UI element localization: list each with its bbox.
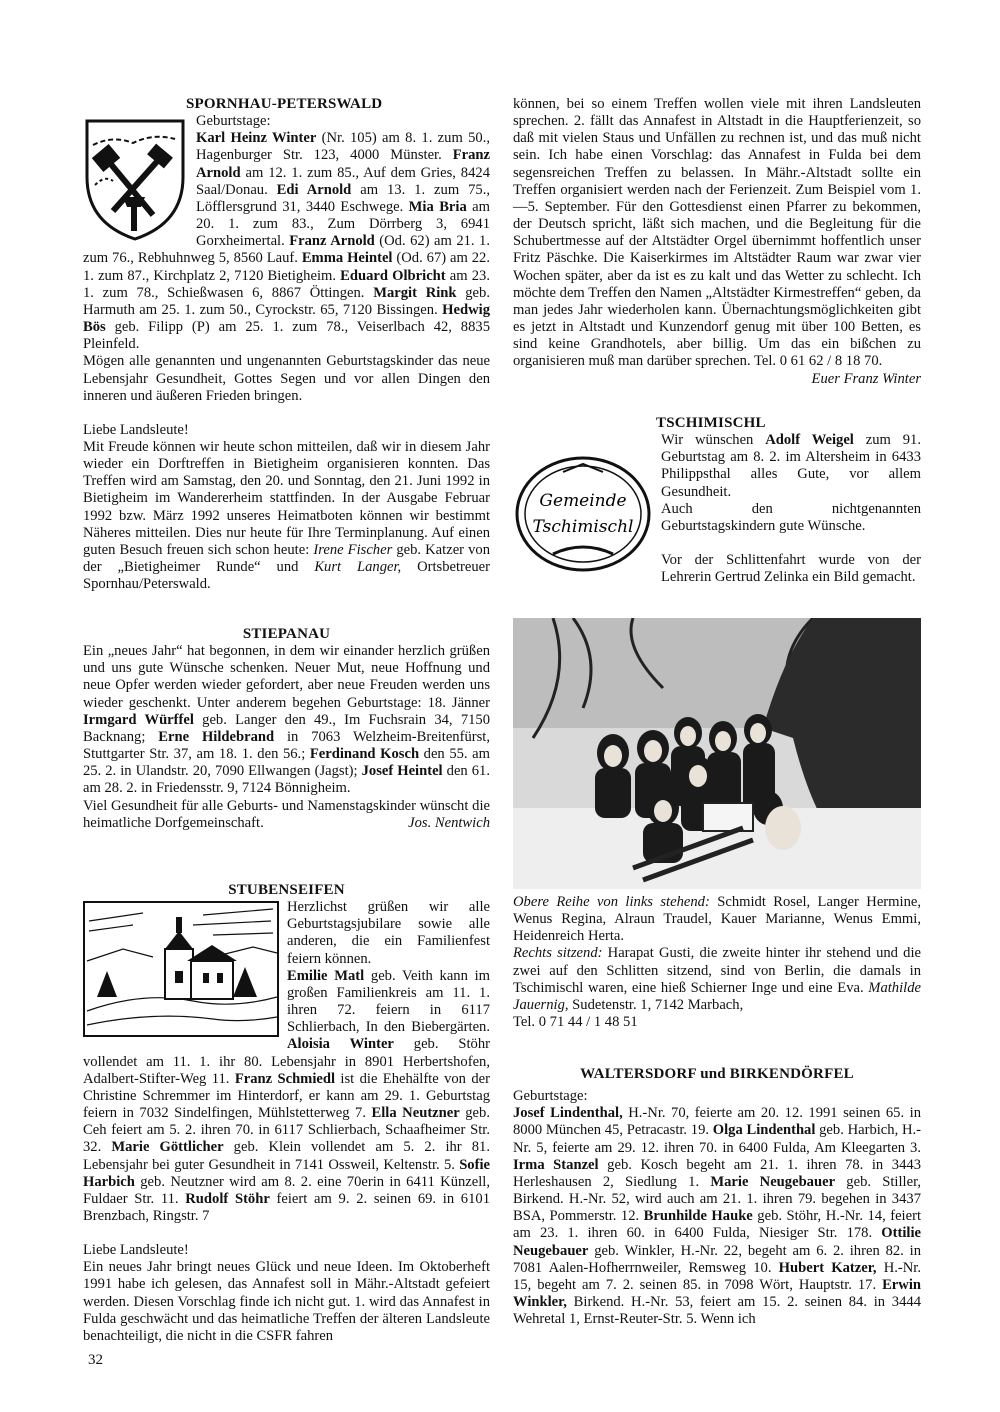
heading-tschimischl: TSCHIMISCHL [656, 415, 766, 431]
stiepanau-wishes: Viel Gesundheit für alle Geburts- und Namenstagskinder wünscht die heimatliche Dorfgemeinschaft. Jos. Nentwich [83, 797, 490, 831]
caption-text: Obere Reihe von links stehend: Schmidt Rosel, Langer Hermine, Wenus Regina, Alraun Traudel, Kauer Marianne, Wenus Emmi, Heidenreich Herta. Rechts sitzend: Harapat Gusti, die zweite hinter ihr stehend und die zwei auf den Schlitten sitzend, sind von Berlin, die damals in Tschimischl waren, eine hieß Schierner Inge und eine Eva. Mathilde Jauernig, Sudetenstr. 1, 7142 Marbach, Tel. 0 71 44 / 1 48 51 [513, 894, 921, 1031]
section-waltersdorf [513, 1066, 921, 1328]
section-spornhau [83, 96, 490, 593]
waltersdorf-birthdays: Geburtstage: Josef Lindenthal, H.-Nr. 70, feierte am 20. 12. 1991 seinen 65. in 8000 München 45, Petracastr. 19. Olga Lindenthal geb. Harbich, H.-Nr. 5, feierte am 29. 12. ihren 70. in 6400 Fulda, Am Kleegarten 3. Irma Stanzel geb. Kosch begeht am 21. 1. ihren 78. in 3443 Herleshausen 2, Siedlung 1. Marie Neugebauer geb. Stiller, Birkend. H.-Nr. 52, wird auch am 21. 1. ihren 79. begehen in 3437 BSA, Pommerstr. 12. Brunhilde Hauke geb. Stöhr, H.-Nr. 14, feiert am 23. 1. ihren 60. in 6400 Fulda, Niesiger Str. 178. Ottilie Neugebauer geb. Winkler, H.-Nr. 22, begeht am 6. 2. ihren 82. in 7081 Aalen-Hofherrnweiler, Remsweg 10. Hubert Katzer, H.-Nr. 15, begeht am 7. 2. seinen 85. in 7098 Wört, Hauptstr. 17. Erwin Winkler, Birkend. H.-Nr. 53, feiert am 15. 2. seinen 84. in 3444 Wehretal 1, Ernst-Reuter-Str. 5. Wenn ich [513, 1088, 921, 1328]
spornhau-wishes: Mögen alle genannten und ungenannten Geburtstagskinder das neue Lebensjahr Gesundheit, Gottes Segen und vor allen Dingen den inneren und äußeren Frieden bringen. [83, 353, 490, 404]
stiepanau-text: Ein „neues Jahr“ hat begonnen, in dem wir einander herzlich grüßen und uns gute Wünsche schenken. Neuer Mut, neue Hoffnung und neue Opfer werden wieder gefordert, aber neue Freuden werden uns wieder geschenkt. Unter anderem begehen Geburtstage: 18. Jänner Irmgard Würffel geb. Langer den 49., Im Fuchsrain 34, 7150 Backnang; Erne Hildebrand in 7063 Welzheim-Breitenfürst, Stuttgarter Str. 37, am 18. 1. den 56.; Ferdinand Kosch den 55. am 25. 2. in Ulandstr. 20, 7090 Ellwangen (Jagst); Josef Heintel den 61. am 28. 2. in Friedensstr. 9, 7124 Bönnigheim. [83, 643, 491, 797]
continuation-signature: Euer Franz Winter [811, 370, 921, 387]
stamp-line-2: Tschimischl [532, 517, 634, 538]
tschimischl-photo-note: Vor der Schlittenfahrt wurde von der Lehrerin Gertrud Zelinka ein Bild gemacht. [661, 552, 921, 586]
continuation-text: können, bei so einem Treffen wollen viele mit ihren Landsleuten sprechen. 2. fällt das Annafest in Altstadt in die Hauptferienzeit, so daß mit vielen Staus und Unfällen zu rechnen ist, und das muß nicht sein. Ich habe einen Vorschlag: das Annafest in Fulda bei dem segensreichen Treffen zu belassen. In Mähr.-Altstadt sollte ein Treffen organisiert werden nach der Ferienzeit. Zum Beispiel vom 1.—5. September. Für den Gottesdienst einen Pfarrer zu bekommen, der Deutsch spricht, läßt sich machen, und die Begleitung für die Schubertmesse auf der Altstädter Orgel übernimmt hoffentlich unser Fritz Päschke. Die Kaiserkirmes im Altstädter Raum war zwar vier Wochen später, aber da ist es zu kalt und das Wetter zu schlecht. Ich möchte dem Treffen den Namen „Altstädter Kirmestreffen“ geben, da man jedes Jahr wiederholen kann. Übernachtungsmöglichkeiten gibt es jetzt in Altstadt und Kunzendorf genug mit über 100 Betten, es sind keine Grandhotels, aber billig. Um das ein bißchen zu organisieren muß man darüber sprechen. Tel. 0 61 62 / 8 18 70. Euer Franz Winter [513, 96, 921, 387]
stubenseifen-church-sketch [83, 901, 279, 1037]
stiepanau-signature: Jos. Nentwich [408, 814, 490, 831]
stamp-line-1: Gemeinde [539, 491, 627, 512]
spornhau-birthdays: Geburtstage: Karl Heinz Winter (Nr. 105) am 8. 1. zum 50., Hagenburger Str. 123, 4000 Münster. Franz Arnold am 12. 1. zum 85., Auf dem Gries, 8424 Saal/Donau. Edi Arnold am 13. 1. zum 75., Löfflersgrund 31, 3440 Eschwege. Mia Bria am 20. 1. zum 83., Zum Dörrberg 3, 6941 Gorxheimertal. Franz Arnold (Od. 62) am 21. 1. zum 76., Rebhuhnweg 5, 8560 Lauf. Emma Heintel (Od. 67) am 22. 1. zum 87., Kirchplatz 2, 7120 Bietigheim. Eduard Olbricht am 23. 1. zum 78., Schießwasen 6, 8867 Öttingen. Margit Rink geb. Harmuth am 25. 1. zum 50., Cyrockstr. 65, 7120 Bissingen. Hedwig Bös geb. Filipp (P) am 25. 1. zum 78., Veiserlbach 42, 8835 Pleinfeld. [83, 113, 491, 353]
section-tschimischl [513, 415, 921, 586]
tschimischl-stamp [513, 454, 653, 574]
stubenseifen-text: Herzlichst grüßen wir alle Geburtstagsjubilare sowie alle anderen, die ein Familienfest feiern können. Emilie Matl geb. Veith kann im großen Familienkreis am 11. 1. ihren 72. feiern in 6117 Schlierbach, In den Biebergärten. Aloisia Winter geb. Stöhr vollendet am 11. 1. ihr 80. Lebensjahr in 8901 Herbertshofen, Adalbert-Stifter-Weg 11. Franz Schmiedl ist die Ehehälfte von der Christine Schremmer im Hinterdorf, er kann am 29. 1. Geburtstag feiern in 7032 Sindelfingen, Mühlstetterweg 7. Ella Neutzner geb. Ceh feiert am 5. 2. ihren 70. in 6117 Schlierbach, Schaafheimer Str. 32. Marie Göttlicher geb. Klein vollendet am 5. 2. ihr 81. Lebensjahr bei guter Gesundheit in 7141 Ossweil, Keltenstr. 5. Sofie Harbich geb. Neutzner wird am 8. 2. eine 70erin in 6411 Künzell, Fuldaer Str. 11. Rudolf Stöhr feiert am 9. 2. seinen 69. in 6101 Brenzbach, Ringstr. 7 [83, 899, 490, 1224]
stubenseifen-letter: Liebe Landsleute! Ein neues Jahr bringt neues Glück und neue Ideen. Im Oktoberheft 1991 habe ich gelesen, das Annafest soll in Mähr.-Altstadt gefeiert werden. Diesen Vorschlag finde ich nicht gut. 1. wird das Annafest in Fulda geschwächt und das heimatliche Treffen der älteren Landsleute benachteiligt, die nicht in die CSFR fahren [83, 1242, 490, 1344]
heading-spornhau: SPORNHAU-PETERSWALD [186, 96, 383, 112]
section-stiepanau [83, 626, 490, 832]
heading-stiepanau: STIEPANAU [242, 626, 331, 642]
sled-group-photo [513, 618, 921, 889]
tschimischl-text: Wir wünschen Adolf Weigel zum 91. Geburtstag am 8. 2. im Altersheim in 6433 Philippsthal alles Gute, vor allem Gesundheit. Auch den nichtgenannten Geburtstagskindern gute Wünsche. [661, 432, 922, 534]
photo-caption [513, 894, 921, 1031]
page-number: 32 [88, 1352, 103, 1368]
heading-stubenseifen: STUBENSEIFEN [228, 882, 345, 898]
spornhau-letter: Liebe Landsleute! Mit Freude können wir heute schon mitteilen, daß wir in diesem Jahr wieder ein Dorftreffen in Bietigheim organisieren konnten. Das Treffen wird am Samstag, den 20. und Sonntag, den 21. Juni 1992 in Bietigheim im Wandererheim stattfinden. In der Ausgabe Februar 1992 bzw. März 1992 unseres Heimatboten können wir bestimmt Näheres mitteilen. Dies nur heute für Ihre Terminplanung. Auf einen guten Besuch freuen sich schon heute: Irene Fischer geb. Katzer von der „Bietigheimer Runde“ und Kurt Langer, Ortsbetreuer Spornhau/Peterswald. [83, 421, 491, 593]
spornhau-coat-of-arms [83, 115, 188, 243]
letter-continuation [513, 96, 921, 388]
heading-waltersdorf: WALTERSDORF und BIRKENDÖRFEL [580, 1066, 854, 1082]
section-stubenseifen [83, 882, 490, 1345]
